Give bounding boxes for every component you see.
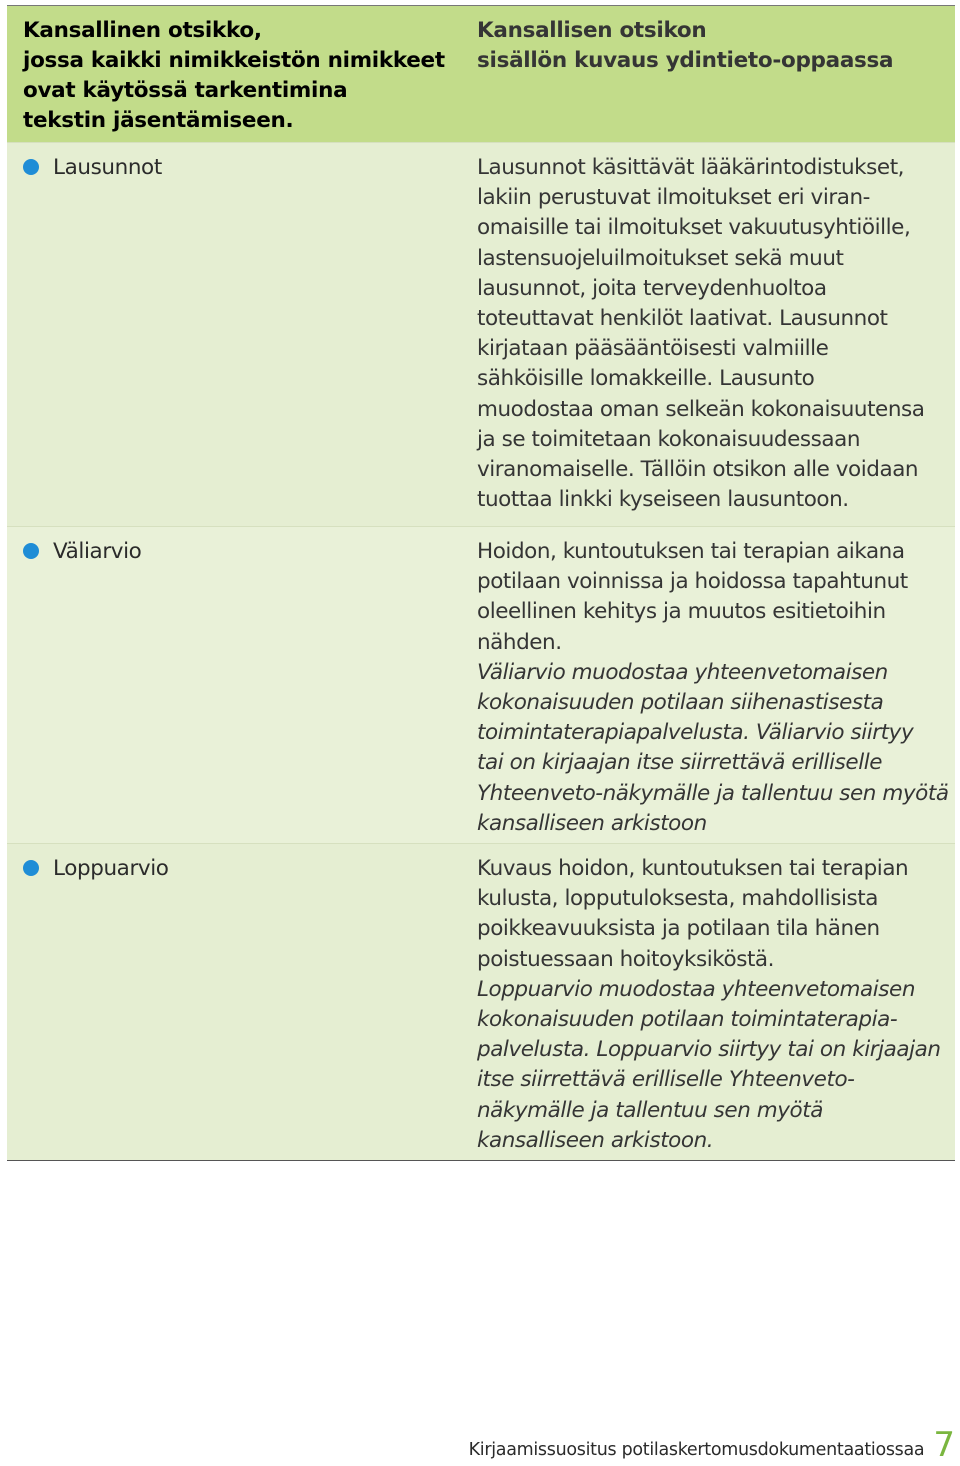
page-number: 7 [933, 1425, 955, 1465]
description-italic-line: tai on kirjaajan itse siirrettävä erilliselle [477, 750, 883, 776]
header-col2 [477, 6, 955, 142]
description-italic-line: kokonaisuuden potilaan toimintaterapia- [477, 1007, 898, 1033]
description-line: omaisille tai ilmoitukset vakuutusyhtiöille, [477, 215, 911, 241]
description-line: toteuttavat henkilöt laativat. Lausunnot [477, 306, 888, 332]
description-line: viranomaiselle. Tällöin otsikon alle voidaan [477, 457, 919, 483]
description-line: poistuessaan hoitoyksiköstä. [477, 946, 775, 972]
table-row [7, 843, 955, 1160]
page-footer [468, 1423, 955, 1465]
header-col2-line: Kansallisen otsikon [477, 18, 707, 43]
description-line: lastensuojeluilmoitukset sekä muut [477, 245, 844, 271]
description-line: ja se toimitetaan kokonaisuudessaan [477, 426, 861, 452]
description-line: tuottaa linkki kyseiseen lausuntoon. [477, 487, 849, 513]
row-title: Väliarvio [53, 539, 142, 564]
description-line: kulusta, lopputuloksesta, mahdollisista [477, 886, 878, 912]
row-title-cell [7, 844, 477, 1160]
header-col1-line: tekstin jäsentämiseen. [23, 108, 294, 133]
description-italic-line: toimintaterapiapalvelusta. Väliarvio siirtyy [477, 720, 914, 746]
description-italic-line: Väliarvio muodostaa yhteenvetomaisen [477, 659, 888, 685]
description-italic-line: kansalliseen arkistoon. [477, 1127, 714, 1153]
description-italic-line: Loppuarvio muodostaa yhteenvetomaisen [477, 976, 915, 1002]
row-title-cell [7, 143, 477, 526]
description-line: oleellinen kehitys ja muutos esitietoihin [477, 599, 886, 625]
footer-title: Kirjaamissuositus potilaskertomusdokumentaatiossaa [468, 1440, 925, 1460]
description-line: poikkeavuuksista ja potilaan tila hänen [477, 916, 880, 942]
description-italic-line: kansalliseen arkistoon [477, 810, 707, 836]
header-col1-line: jossa kaikki nimikkeistön nimikkeet [23, 48, 445, 73]
description-line: sähköisille lomakkeille. Lausunto [477, 366, 815, 392]
content-table [7, 5, 955, 1161]
header-col1-line: ovat käytössä tarkentimina [23, 78, 348, 103]
description-line: lausunnot, joita terveydenhuoltoa [477, 275, 827, 301]
description-line: Kuvaus hoidon, kuntoutuksen tai terapian [477, 856, 909, 881]
row-description [477, 844, 955, 1160]
description-italic-line: itse siirrettävä erilliselle Yhteenveto- [477, 1067, 855, 1093]
row-description [477, 143, 955, 526]
description-italic-line: kokonaisuuden potilaan siihenastisesta [477, 690, 884, 716]
row-title-cell [7, 527, 477, 843]
table-row [7, 526, 955, 843]
bullet-icon [23, 543, 39, 559]
description-italic-line: palvelusta. Loppuarvio siirtyy tai on kirjaajan [477, 1037, 941, 1063]
description-line: muodostaa oman selkeän kokonaisuutensa [477, 396, 925, 422]
bullet-icon [23, 860, 39, 876]
description-italic-line: Yhteenveto-näkymälle ja tallentuu sen myötä [477, 780, 949, 806]
description-line: Lausunnot käsittävät lääkärintodistukset, [477, 155, 905, 180]
description-line: kirjataan pääsääntöisesti valmiille [477, 336, 829, 362]
row-title: Loppuarvio [53, 856, 169, 881]
table-header [7, 6, 955, 142]
description-line: potilaan voinnissa ja hoidossa tapahtunut [477, 569, 908, 595]
description-line: lakiin perustuvat ilmoitukset eri viran- [477, 185, 870, 211]
header-col1 [7, 6, 477, 142]
header-col2-line: sisällön kuvaus ydintieto-oppaassa [477, 48, 894, 73]
description-line: Hoidon, kuntoutuksen tai terapian aikana [477, 539, 905, 564]
bullet-icon [23, 159, 39, 175]
header-col1-line: Kansallinen otsikko, [23, 18, 262, 43]
description-line: nähden. [477, 629, 562, 655]
table-row [7, 142, 955, 526]
row-title: Lausunnot [53, 155, 162, 180]
row-description [477, 527, 955, 843]
description-italic-line: näkymälle ja tallentuu sen myötä [477, 1097, 823, 1123]
